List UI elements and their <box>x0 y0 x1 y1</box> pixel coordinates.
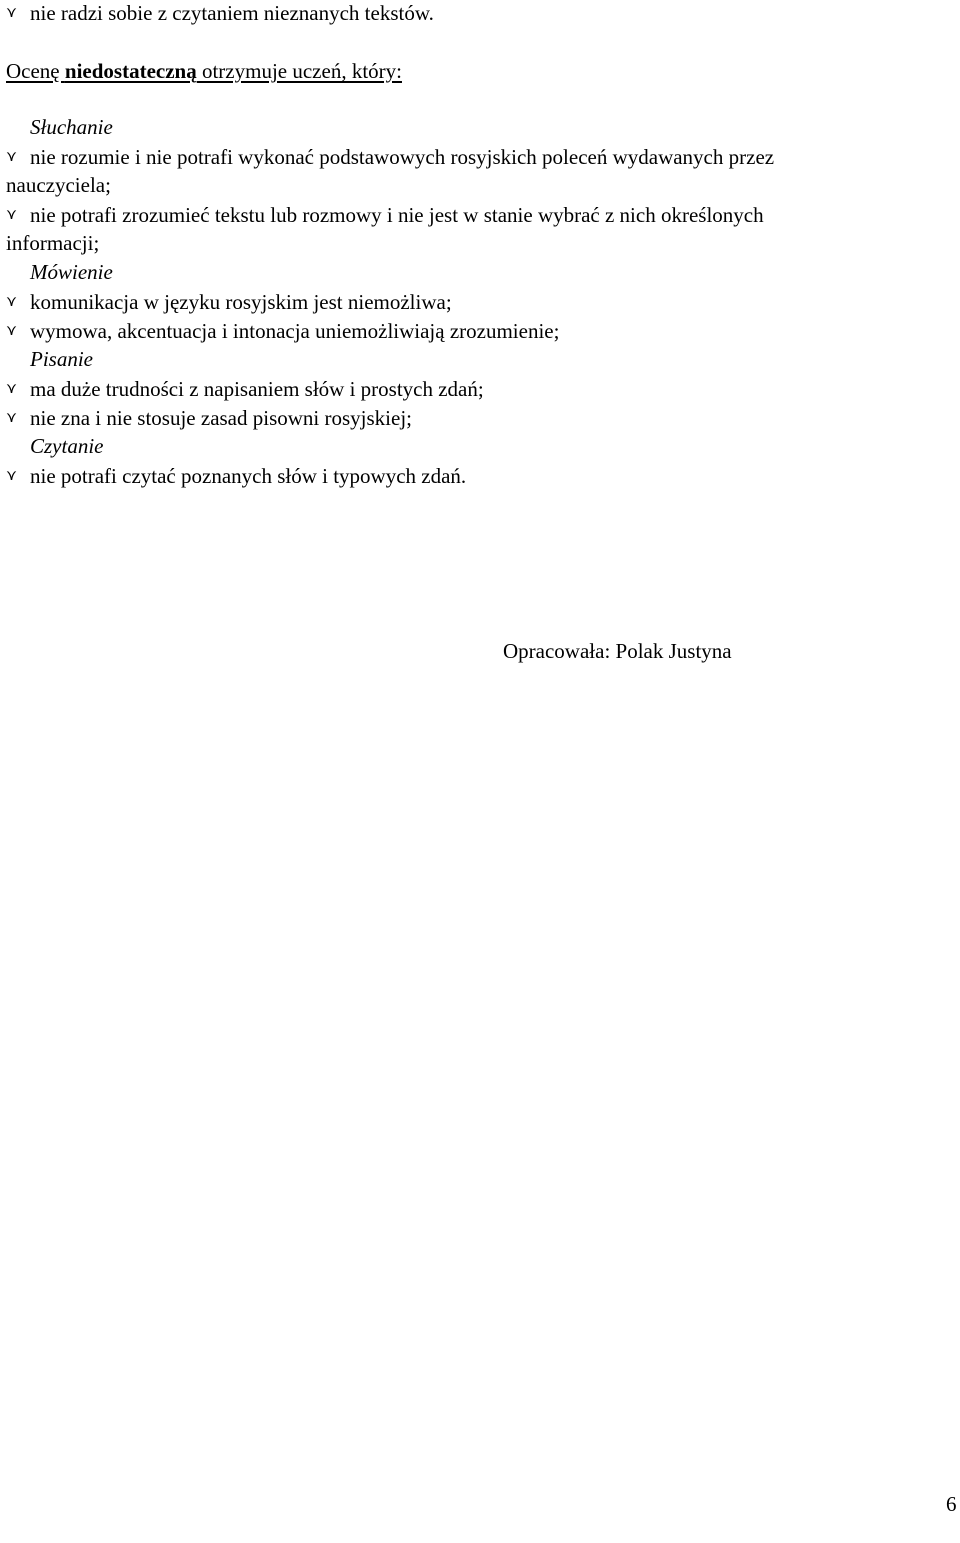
bullet-icon: ⋎ <box>6 466 17 484</box>
list-item-text: ma duże trudności z napisaniem słów i prostych zdań; <box>30 377 484 401</box>
list-item <box>6 142 774 172</box>
section-title-mowienie: Mówienie <box>30 260 113 284</box>
author-signature: Opracowała: Polak Justyna <box>503 639 732 663</box>
list-item-text: wymowa, akcentuacja i intonacja uniemożliwiają zrozumienie; <box>30 319 560 343</box>
bullet-icon: ⋎ <box>6 147 17 165</box>
section-title-czytanie: Czytanie <box>30 434 104 458</box>
grade-heading-suffix: otrzymuje uczeń, który: <box>196 59 402 83</box>
bullet-icon: ⋎ <box>6 321 17 339</box>
bullet-icon: ⋎ <box>6 205 17 223</box>
list-item <box>6 374 484 404</box>
list-item-text: nie rozumie i nie potrafi wykonać podstawowych rosyjskich poleceń wydawanych przez <box>30 145 775 169</box>
list-item-text: nie potrafi czytać poznanych słów i typowych zdań. <box>30 464 467 488</box>
list-item <box>6 200 764 230</box>
list-item <box>6 461 466 491</box>
list-item-text: nie potrafi zrozumieć tekstu lub rozmowy i nie jest w stanie wybrać z nich określonych <box>30 203 764 227</box>
section-title-pisanie: Pisanie <box>30 347 93 371</box>
list-item <box>6 316 559 346</box>
list-item <box>6 403 412 433</box>
list-item <box>6 287 452 317</box>
grade-name: niedostateczną <box>64 59 197 83</box>
list-item-continuation: informacji; <box>6 231 100 255</box>
list-item-text: nie zna i nie stosuje zasad pisowni rosyjskiej; <box>30 406 413 430</box>
list-item-text: komunikacja w języku rosyjskim jest niemożliwa; <box>30 290 452 314</box>
section-title-sluchanie: Słuchanie <box>30 115 113 139</box>
page-number: 6 <box>946 1492 957 1516</box>
grade-heading-prefix: Ocenę <box>6 59 65 83</box>
list-item-text: nie radzi sobie z czytaniem nieznanych tekstów. <box>30 1 434 25</box>
bullet-icon: ⋎ <box>6 3 17 21</box>
bullet-icon: ⋎ <box>6 292 17 310</box>
bullet-icon: ⋎ <box>6 379 17 397</box>
grade-heading <box>6 57 402 86</box>
list-item-continuation: nauczyciela; <box>6 173 111 197</box>
list-item <box>6 0 434 28</box>
bullet-icon: ⋎ <box>6 408 17 426</box>
